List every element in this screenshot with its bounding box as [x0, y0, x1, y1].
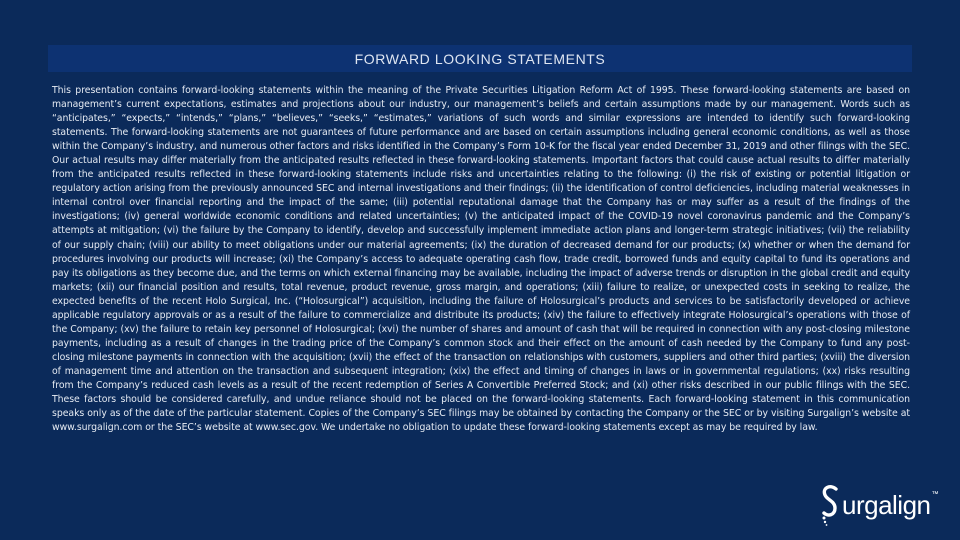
- forward-looking-statement-text: This presentation contains forward-looking statements within the meaning of the Private Securities Litigation Reform Act of 1995. These forward-looking statements are based on management’s current expectations, estimates and projections about our industry, our management’s beliefs and certain assumptions made by our management. Words such as “anticipates,” “expects,” “intends,” “plans,” “believes,” “seeks,” “estimates,” variations of such words and similar expressions are intended to identify such forward-looking statements. The forward-looking statements are not guarantees of future performance and are based on certain assumptions including general economic conditions, as well as those within the Company’s industry, and numerous other factors and risks identified in the Company’s Form 10-K for the fiscal year ended December 31, 2019 and other filings with the SEC. Our actual results may differ materially from the anticipated results reflected in these forward-looking statements. Important factors that could cause actual results to differ materially from the anticipated results reflected in these forward-looking statements include risks and uncertainties relating to the following: (i) the risk of existing or potential litigation or regulatory action arising from the previously announced SEC and internal investigations and their findings; (ii) the identification of control deficiencies, including material weaknesses in internal control over financial reporting and the impact of the same; (iii) potential reputational damage that the Company has or may suffer as a result of the findings of the investigations; (iv) general worldwide economic conditions and related uncertainties; (v) the anticipated impact of the COVID-19 novel coronavirus pandemic and the Company’s attempts at mitigation; (vi) the failure by the Company to identify, develop and successfully implement immediate action plans and longer-term strategic initiatives; (vii) the reliability of our supply chain; (viii) our ability to meet obligations under our material agreements; (ix) the duration of decreased demand for our products; (x) whether or when the demand for procedures involving our products will increase; (xi) the Company’s access to adequate operating cash flow, trade credit, borrowed funds and equity capital to fund its operations and pay its obligations as they become due, and the terms on which external financing may be available, including the impact of adverse trends or disruption in the global credit and equity markets; (xii) our financial position and results, total revenue, product revenue, gross margin, and operations; (xiii) failure to realize, or unexpected costs in seeking to realize, the expected benefits of the recent Holo Surgical, Inc. (“Holosurgical”) acquisition, including the failure of Holosurgical’s products and services to be satisfactorily developed or achieve applicable regulatory approvals or as a result of the failure to commercialize and distribute its products; (xiv) the failure to effectively integrate Holosurgical’s operations with those of the Company; (xv) the failure to retain key personnel of Holosurgical; (xvi) the number of shares and amount of cash that will be required in connection with any post-closing milestone payments, including as a result of changes in the trading price of the Company’s common stock and their effect on the amount of cash needed by the Company to fund any post-closing milestone payments in connection with the acquisition; (xvii) the effect of the transaction on relationships with customers, suppliers and other third parties; (xviii) the diversion of management time and attention on the transaction and subsequent integration; (xix) the effect and timing of changes in laws or in governmental regulations; (xx) risks resulting from the Company’s reduced cash levels as a result of the recent redemption of Series A Convertible Preferred Stock; and (xi) other risks described in our public filings with the SEC. These factors should be considered carefully, and undue reliance should not be placed on the forward-looking statements. Each forward-looking statement in this communication speaks only as of the date of the particular statement. Copies of the Company’s SEC filings may be obtained by contacting the Company or the SEC or by visiting Surgalign’s website at www.surgalign.com or the SEC’s website at www.sec.gov. We undertake no obligation to update these forward-looking statements except as may be required by law.: [52, 85, 910, 434]
- title-bar: [48, 45, 912, 72]
- surgalign-logo: [819, 482, 938, 526]
- logo-wordmark: urgalign™: [841, 490, 938, 520]
- slide-title: FORWARD LOOKING STATEMENTS: [354, 50, 606, 67]
- spine-s-icon: [819, 482, 841, 526]
- trademark-symbol: ™: [931, 491, 938, 498]
